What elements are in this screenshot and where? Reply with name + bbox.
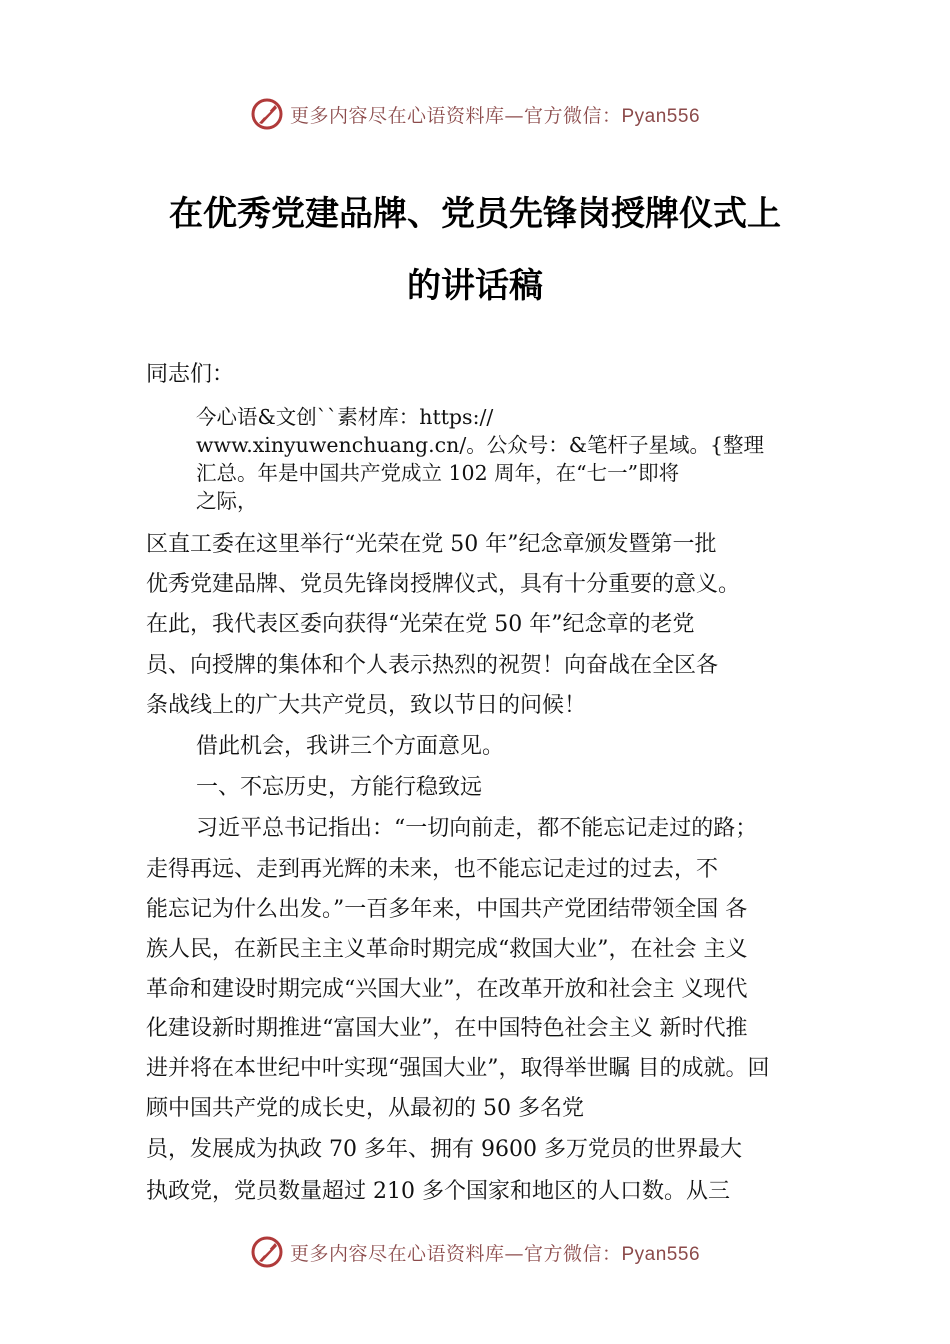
document-title-line-1: 在优秀党建品牌、党员先锋岗授牌仪式上 — [169, 194, 781, 234]
note-line: 今心语&文创``素材库：https:// — [196, 405, 494, 429]
body-line: 借此机会，我讲三个方面意见。 — [196, 734, 505, 759]
body-line: 习近平总书记指出：“一切向前走，都不能忘记走过的路； — [196, 816, 758, 841]
body-line: 族人民，在新民主主义革命时期完成“救国大业”，在社会 主义 — [146, 937, 748, 962]
note-line: www.xinyuwenchuang.cn/。公众号：&笔杆子星域。{整理 — [196, 433, 765, 457]
body-line: 员，发展成为执政 70 多年、拥有 9600 多万党员的世界最大 — [146, 1137, 742, 1162]
body-line: 在此，我代表区委向获得“光荣在党 50 年”纪念章的老党 — [146, 612, 695, 637]
body-line: 革命和建设时期完成“兴国大业”，在改革开放和社会主 义现代 — [146, 977, 748, 1002]
quill-logo-icon — [250, 1235, 284, 1269]
body-line: 员、向授牌的集体和个人表示热烈的祝贺！向奋战在全区各 — [146, 653, 719, 678]
body-line: 顾中国共产党的成长史，从最初的 50 多名党 — [146, 1096, 584, 1121]
section-heading: 一、不忘历史，方能行稳致远 — [196, 775, 483, 800]
body-line: 走得再远、走到再光辉的未来，也不能忘记走过的过去，不 — [146, 857, 719, 882]
quill-logo-icon — [250, 97, 284, 131]
footer-banner — [0, 1232, 950, 1272]
body-line: 条战线上的广大共产党员，致以节日的问候！ — [146, 693, 587, 718]
body-line: 优秀党建品牌、党员先锋岗授牌仪式，具有十分重要的意义。 — [146, 572, 741, 597]
document-title-line-2: 的讲话稿 — [407, 266, 543, 306]
banner-text: 更多内容尽在心语资料库—官方微信：Pyan556 — [289, 1242, 701, 1265]
header-banner — [0, 94, 950, 134]
wechat-id: Pyan556 — [621, 105, 701, 127]
body-line: 区直工委在这里举行“光荣在党 50 年”纪念章颁发暨第一批 — [146, 532, 717, 557]
body-line: 进并将在本世纪中叶实现“强国大业”，取得举世瞩 目的成就。回 — [146, 1056, 770, 1081]
greeting: 同志们： — [146, 362, 235, 387]
note-line: 汇总。年是中国共产党成立 102 周年，在“七一”即将 — [196, 461, 680, 485]
body-line: 化建设新时期推进“富国大业”，在中国特色社会主义 新时代推 — [146, 1016, 748, 1041]
note-line: 之际， — [196, 489, 258, 513]
wechat-id: Pyan556 — [621, 1243, 701, 1265]
banner-text: 更多内容尽在心语资料库—官方微信：Pyan556 — [289, 104, 701, 127]
body-line: 能忘记为什么出发。”一百多年来，中国共产党团结带领全国 各 — [146, 897, 748, 922]
body-line: 执政党，党员数量超过 210 多个国家和地区的人口数。从三 — [146, 1179, 730, 1204]
